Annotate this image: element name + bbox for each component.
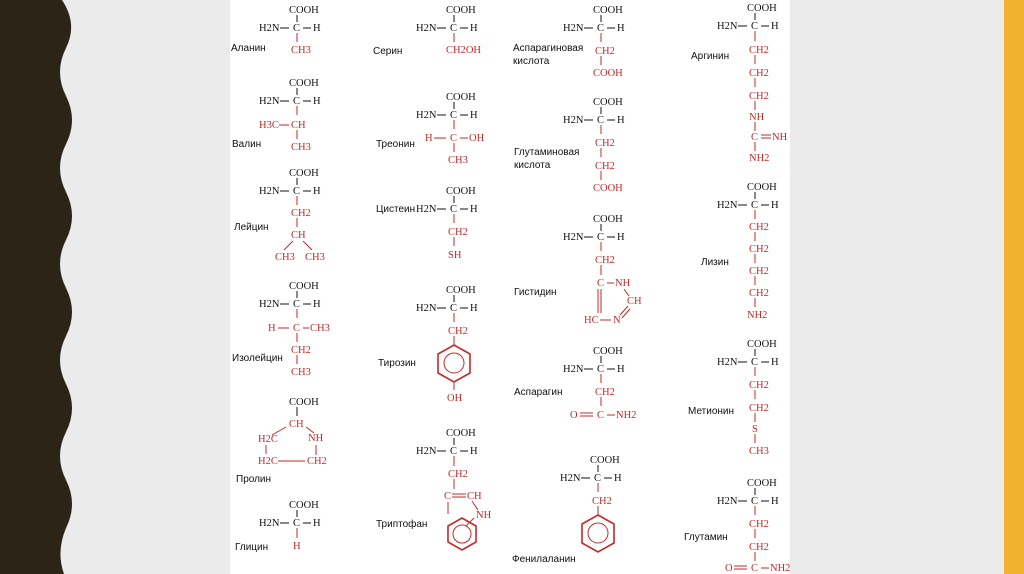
side-chain-text: C — [751, 132, 759, 143]
side-chain-text: NH2 — [747, 310, 768, 321]
side-chain-text: H — [268, 323, 276, 334]
alpha-carbon: C — [751, 21, 759, 32]
side-chain-text: O — [570, 410, 578, 421]
h-label: H — [470, 23, 478, 34]
alpha-carbon: C — [450, 110, 458, 121]
side-chain-text: C — [597, 410, 605, 421]
alpha-carbon: C — [293, 23, 301, 34]
alpha-carbon: C — [450, 446, 458, 457]
alpha-carbon: C — [293, 299, 301, 310]
name-tryptophan: Триптофан — [376, 519, 428, 530]
h-label: H — [470, 303, 478, 314]
h-label: H — [617, 364, 625, 375]
h-label: H — [313, 186, 321, 197]
structure-tyrosine — [416, 285, 478, 404]
h2n-label: H2N — [563, 364, 584, 375]
side-chain-text: HC — [584, 315, 599, 326]
name-line: Аспарагиновая — [513, 43, 584, 54]
structure-serine — [416, 5, 481, 56]
name-methionine: Метионин — [688, 406, 735, 417]
structure-lysine — [717, 182, 779, 321]
side-chain-text: CH — [627, 296, 642, 307]
side-chain-text: NH2 — [770, 563, 791, 574]
h2n-label: H2N — [259, 186, 280, 197]
side-chain-text: CH2 — [749, 403, 769, 414]
alpha-carbon: C — [597, 232, 605, 243]
name-asparagine: Аспарагин — [514, 387, 563, 398]
alpha-carbon: C — [450, 303, 458, 314]
side-chain-text: CH2 — [749, 45, 769, 56]
name-line: Глутаминовая — [514, 147, 580, 158]
structure-asparagine — [563, 346, 636, 421]
cooh-label: COOH — [446, 186, 476, 197]
h2n-label: H2N — [416, 446, 437, 457]
structure-phenylalanine — [560, 455, 622, 552]
h2n-label: H2N — [259, 96, 280, 107]
alpha-carbon: C — [594, 473, 602, 484]
cooh-label: COOH — [593, 214, 623, 225]
cooh-label: COOH — [289, 397, 319, 408]
side-chain-text: NH — [308, 433, 324, 444]
side-chain-text: H2C — [258, 434, 278, 445]
structure-valine — [259, 78, 321, 153]
h2n-label: H2N — [416, 110, 437, 121]
alpha-carbon: C — [450, 23, 458, 34]
name-aspartic-acid — [513, 42, 583, 68]
side-chain-text: CH2 — [749, 68, 769, 79]
structure-glycine — [259, 500, 321, 552]
side-chain-text: CH3 — [291, 142, 311, 153]
name-histidine: Гистидин — [514, 287, 557, 298]
side-chain-text: CH3 — [275, 252, 295, 263]
side-chain-text: H3C — [259, 120, 279, 131]
benzene-ring — [582, 515, 614, 552]
h2n-label: H2N — [259, 23, 280, 34]
structure-proline — [258, 397, 327, 467]
side-chain-text: CH2 — [595, 387, 615, 398]
side-chain-text: CH2 — [749, 244, 769, 255]
cooh-label: COOH — [747, 339, 777, 350]
side-chain-text: CH3 — [291, 45, 311, 56]
alpha-carbon: C — [751, 200, 759, 211]
h2n-label: H2N — [259, 518, 280, 529]
cooh-label: COOH — [747, 182, 777, 193]
side-chain-text: COOH — [593, 183, 623, 194]
name-valine: Валин — [232, 139, 262, 150]
side-chain-text: C — [450, 133, 458, 144]
side-chain-text: H2C — [258, 456, 278, 467]
side-chain-text: CH3 — [448, 155, 468, 166]
cooh-label: COOH — [446, 428, 476, 439]
side-chain-text: CH — [467, 491, 482, 502]
side-chain-text: CH3 — [291, 367, 311, 378]
side-chain-text: NH — [476, 510, 492, 521]
h2n-label: H2N — [563, 232, 584, 243]
side-chain-text: CH2 — [307, 456, 327, 467]
side-chain-text: CH2OH — [446, 45, 482, 56]
side-chain-text: CH2 — [749, 542, 769, 553]
side-chain-text: C — [751, 563, 759, 574]
name-glycine: Глицин — [235, 542, 269, 553]
cooh-label: COOH — [593, 346, 623, 357]
cooh-label: COOH — [289, 5, 319, 16]
side-chain-text: CH2 — [595, 46, 615, 57]
name-threonine: Треонин — [376, 139, 415, 150]
side-chain-text: CH2 — [595, 138, 615, 149]
cooh-label: COOH — [747, 478, 777, 489]
cooh-label: COOH — [446, 285, 476, 296]
side-chain-text: S — [752, 424, 758, 435]
alpha-carbon: C — [597, 364, 605, 375]
side-chain-text: CH2 — [592, 496, 612, 507]
h-label: H — [617, 115, 625, 126]
side-chain-text: OH — [469, 133, 485, 144]
h-label: H — [771, 21, 779, 32]
benzene-ring — [438, 345, 470, 382]
side-chain-text: O — [725, 563, 733, 574]
structure-methionine — [717, 339, 779, 457]
side-chain-text: CH — [291, 230, 306, 241]
h-label: H — [771, 496, 779, 507]
h2n-label: H2N — [560, 473, 581, 484]
structure-threonine — [416, 92, 485, 166]
side-chain-text: CH3 — [310, 323, 330, 334]
h-label: H — [313, 518, 321, 529]
h2n-label: H2N — [416, 23, 437, 34]
side-chain-text: NH — [749, 112, 765, 123]
cooh-label: COOH — [590, 455, 620, 466]
h-label: H — [470, 204, 478, 215]
alpha-carbon: C — [293, 186, 301, 197]
name-phenylalanine: Фенилаланин — [512, 554, 576, 565]
h2n-label: H2N — [717, 496, 738, 507]
cooh-label: COOH — [289, 168, 319, 179]
h2n-label: H2N — [717, 200, 738, 211]
h2n-label: H2N — [416, 204, 437, 215]
structure-glutamine — [717, 478, 790, 574]
benzene-ring — [448, 518, 476, 550]
name-isoleucine: Изолейцин — [232, 353, 283, 364]
h-label: H — [313, 96, 321, 107]
h2n-label: H2N — [563, 23, 584, 34]
h-label: H — [617, 23, 625, 34]
side-chain-text: CH2 — [749, 266, 769, 277]
h-label: H — [470, 110, 478, 121]
side-chain-text: CH2 — [448, 326, 468, 337]
h-label: H — [614, 473, 622, 484]
h-label: H — [771, 200, 779, 211]
side-chain-text: H — [293, 541, 301, 552]
name-glutamine: Глутамин — [684, 532, 728, 543]
name-alanine: Аланин — [231, 43, 266, 54]
name-proline: Пролин — [236, 474, 272, 485]
side-chain-text: C — [597, 278, 605, 289]
side-chain-text: H — [425, 133, 433, 144]
alpha-carbon: C — [293, 96, 301, 107]
aromatic-circle — [444, 353, 464, 373]
side-chain-text: C — [293, 323, 301, 334]
cooh-label: COOH — [593, 5, 623, 16]
h2n-label: H2N — [416, 303, 437, 314]
aromatic-circle — [588, 523, 608, 543]
structure-tryptophan — [416, 428, 492, 550]
structure-leucine — [259, 168, 325, 263]
cooh-label: COOH — [289, 500, 319, 511]
alpha-carbon: C — [293, 518, 301, 529]
aromatic-circle — [453, 525, 471, 543]
name-cysteine: Цистеин — [376, 204, 416, 215]
alpha-carbon: C — [597, 115, 605, 126]
cooh-label: COOH — [289, 281, 319, 292]
cooh-label: COOH — [446, 92, 476, 103]
structure-arginine — [717, 3, 788, 164]
h-label: H — [313, 299, 321, 310]
h-label: H — [617, 232, 625, 243]
side-chain-text: C — [444, 491, 452, 502]
side-chain-text: CH2 — [448, 227, 468, 238]
structure-alanine — [259, 5, 321, 56]
name-tyrosine: Тирозин — [378, 358, 416, 369]
name-lysine: Лизин — [701, 257, 729, 268]
name-serine: Серин — [373, 46, 403, 57]
h2n-label: H2N — [717, 21, 738, 32]
h2n-label: H2N — [259, 299, 280, 310]
structure-histidine — [563, 214, 642, 326]
cooh-label: COOH — [593, 97, 623, 108]
side-chain-text: CH2 — [448, 469, 468, 480]
side-chain-text: SH — [448, 250, 462, 261]
name-glutamic-acid — [514, 146, 579, 172]
name-arginine: Аргинин — [691, 51, 730, 62]
alpha-carbon: C — [751, 496, 759, 507]
name-line: кислота — [514, 160, 551, 171]
alpha-carbon: C — [751, 357, 759, 368]
h-label: H — [771, 357, 779, 368]
side-chain-text: NH2 — [616, 410, 637, 421]
side-chain-text: CH2 — [749, 91, 769, 102]
side-chain-text: CH2 — [291, 345, 311, 356]
side-chain-text: CH — [291, 120, 306, 131]
side-chain-text: NH — [615, 278, 631, 289]
side-chain-text: N — [613, 315, 621, 326]
side-chain-text: OH — [447, 393, 463, 404]
cooh-label: COOH — [747, 3, 777, 14]
structure-cysteine — [416, 186, 478, 261]
name-leucine: Лейцин — [234, 222, 269, 233]
side-chain-text: NH — [772, 132, 788, 143]
alpha-carbon: C — [597, 23, 605, 34]
side-chain-text: NH2 — [749, 153, 770, 164]
side-chain-text: COOH — [593, 68, 623, 79]
name-line: кислота — [513, 56, 550, 67]
side-chain-text: CH2 — [291, 208, 311, 219]
side-chain-text: CH2 — [749, 380, 769, 391]
h-label: H — [313, 23, 321, 34]
side-chain-text: CH2 — [749, 519, 769, 530]
h2n-label: H2N — [563, 115, 584, 126]
h2n-label: H2N — [717, 357, 738, 368]
cooh-label: COOH — [289, 78, 319, 89]
side-chain-text: CH2 — [595, 161, 615, 172]
cooh-label: COOH — [446, 5, 476, 16]
side-chain-text: CH2 — [595, 255, 615, 266]
side-chain-text: CH3 — [305, 252, 325, 263]
side-chain-text: CH — [289, 419, 304, 430]
side-chain-text: CH2 — [749, 288, 769, 299]
alpha-carbon: C — [450, 204, 458, 215]
h-label: H — [470, 446, 478, 457]
side-chain-text: CH3 — [749, 446, 769, 457]
side-chain-text: CH2 — [749, 222, 769, 233]
